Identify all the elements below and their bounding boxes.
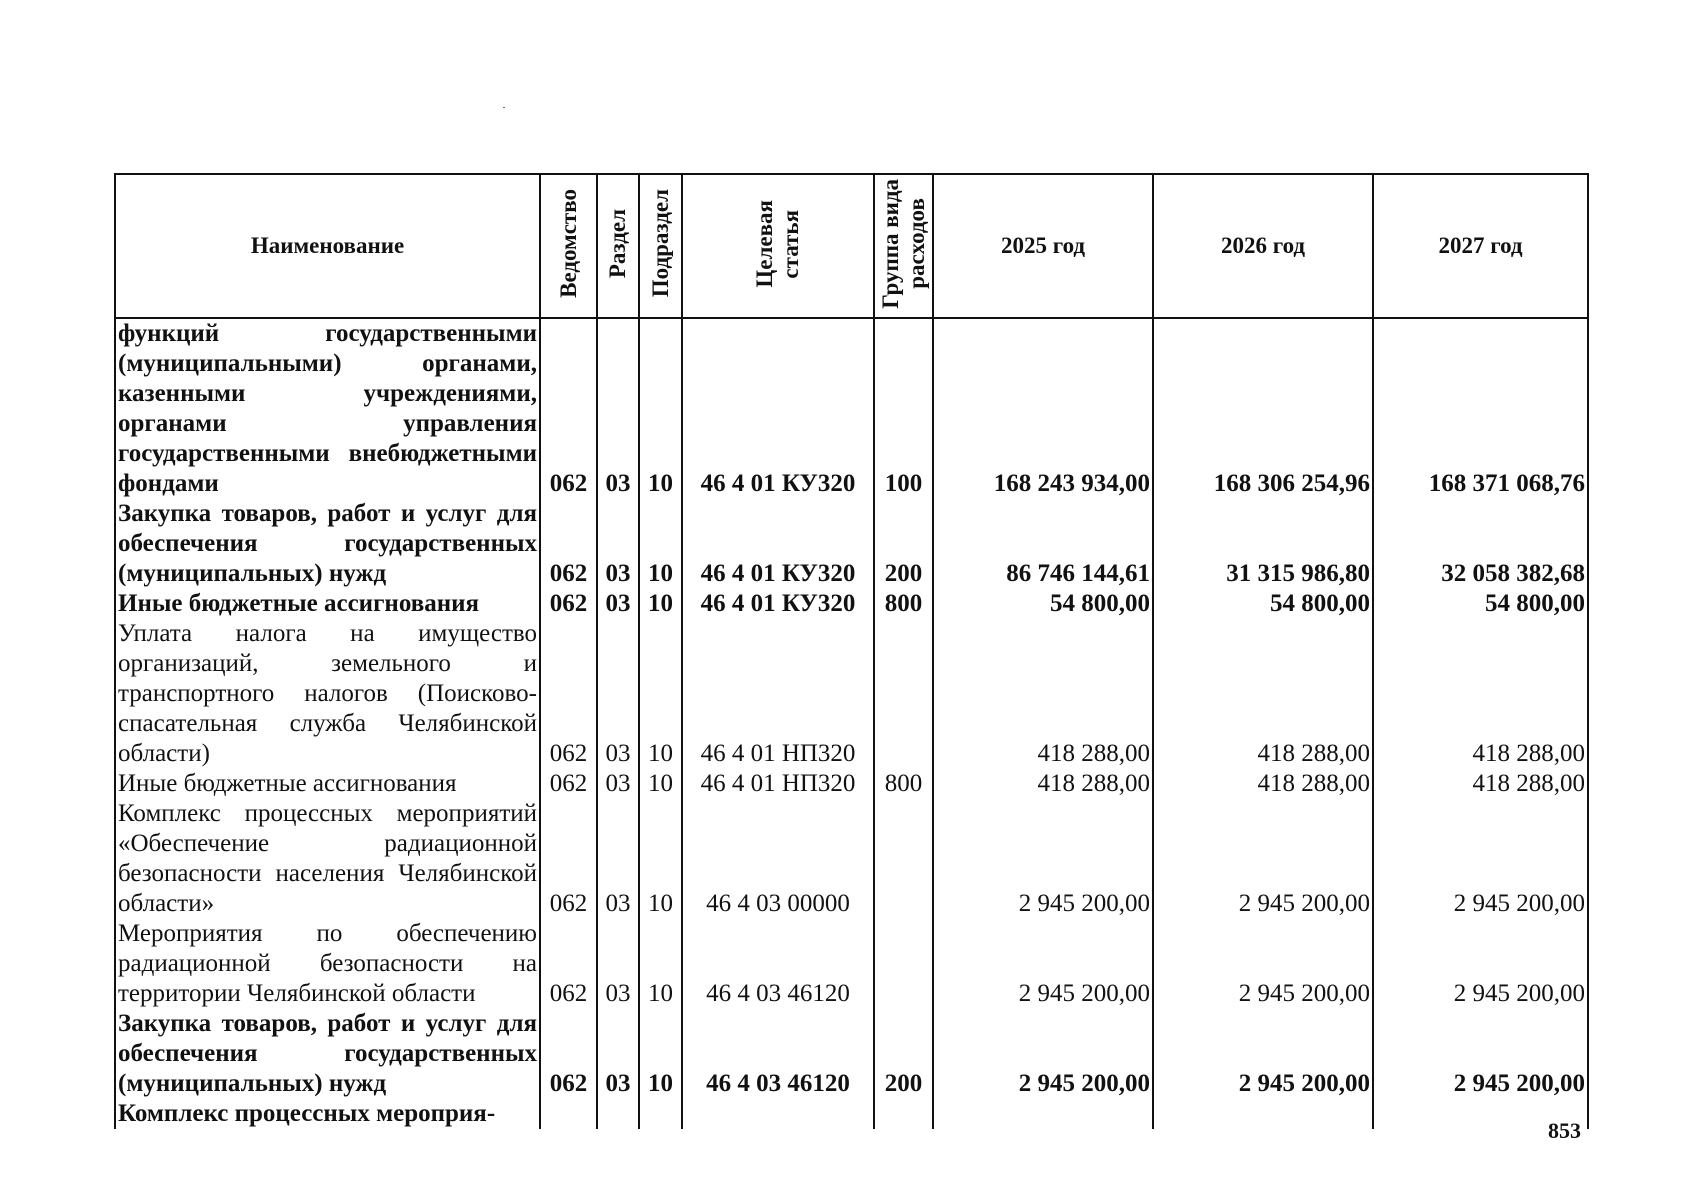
row-2027: 418 288,00 xyxy=(1373,769,1588,799)
row-2026: 31 315 986,80 xyxy=(1153,499,1373,589)
row-2025: 86 746 144,61 xyxy=(933,499,1153,589)
budget-table xyxy=(114,173,1589,1129)
row-2027: 2 945 200,00 xyxy=(1373,919,1588,1009)
row-celevaya: 46 4 03 46120 xyxy=(682,1009,874,1099)
header-2026: 2026 год xyxy=(1153,174,1373,318)
row-razdel: 03 xyxy=(597,1009,639,1099)
row-vedomstvo: 062 xyxy=(540,919,597,1009)
row-gruppa xyxy=(874,619,933,769)
row-celevaya: 46 4 01 КУ320 xyxy=(682,499,874,589)
row-podrazdel xyxy=(639,1099,682,1129)
header-razdel: Раздел xyxy=(597,174,639,318)
row-name: Мероприятия по обеспечению радиационной безопасности на территории Челябинской области xyxy=(115,919,540,1009)
row-2025: 2 945 200,00 xyxy=(933,799,1153,919)
row-gruppa xyxy=(874,799,933,919)
header-2025: 2025 год xyxy=(933,174,1153,318)
row-2027: 54 800,00 xyxy=(1373,589,1588,619)
row-vedomstvo: 062 xyxy=(540,1009,597,1099)
row-name: функций государственными (муниципальными) органами, казенными учреждениями, органами управления государственными внебюджетными фондами xyxy=(115,318,540,499)
table-row xyxy=(115,1099,1588,1129)
row-vedomstvo: 062 xyxy=(540,799,597,919)
row-2025: 418 288,00 xyxy=(933,619,1153,769)
row-2025: 54 800,00 xyxy=(933,589,1153,619)
row-celevaya: 46 4 03 46120 xyxy=(682,919,874,1009)
row-2026: 2 945 200,00 xyxy=(1153,799,1373,919)
row-2026: 2 945 200,00 xyxy=(1153,919,1373,1009)
row-vedomstvo: 062 xyxy=(540,619,597,769)
row-podrazdel: 10 xyxy=(639,919,682,1009)
row-name: Иные бюджетные ассигнования xyxy=(115,589,540,619)
row-razdel: 03 xyxy=(597,619,639,769)
row-2027: 32 058 382,68 xyxy=(1373,499,1588,589)
row-razdel: 03 xyxy=(597,769,639,799)
row-name: Комплекс процессных мероприятий «Обеспечение радиационной безопасности населения Челябинской области» xyxy=(115,799,540,919)
row-podrazdel: 10 xyxy=(639,589,682,619)
row-vedomstvo xyxy=(540,1099,597,1129)
row-name: Закупка товаров, работ и услуг для обеспечения государственных (муниципальных) нужд xyxy=(115,499,540,589)
table-row xyxy=(115,589,1588,619)
row-podrazdel: 10 xyxy=(639,499,682,589)
row-2025: 418 288,00 xyxy=(933,769,1153,799)
header-name: Наименование xyxy=(115,174,540,318)
row-gruppa: 100 xyxy=(874,318,933,499)
row-name: Закупка товаров, работ и услуг для обеспечения государственных (муниципальных) нужд xyxy=(115,1009,540,1099)
row-2027: 2 945 200,00 xyxy=(1373,1009,1588,1099)
table-row xyxy=(115,799,1588,919)
row-razdel: 03 xyxy=(597,589,639,619)
table-row xyxy=(115,1009,1588,1099)
row-2025: 2 945 200,00 xyxy=(933,919,1153,1009)
table-row xyxy=(115,499,1588,589)
row-2027: 418 288,00 xyxy=(1373,619,1588,769)
row-2026: 168 306 254,96 xyxy=(1153,318,1373,499)
row-name: Уплата налога на имущество организаций, земельного и транспортного налогов (Поисково-спасательная служба Челябинской области) xyxy=(115,619,540,769)
header-2027: 2027 год xyxy=(1373,174,1588,318)
table-row xyxy=(115,318,1588,499)
row-gruppa xyxy=(874,1099,933,1129)
row-2027: 168 371 068,76 xyxy=(1373,318,1588,499)
row-2025: 168 243 934,00 xyxy=(933,318,1153,499)
row-celevaya: 46 4 01 КУ320 xyxy=(682,589,874,619)
row-razdel: 03 xyxy=(597,318,639,499)
row-gruppa xyxy=(874,919,933,1009)
row-2026: 2 945 200,00 xyxy=(1153,1009,1373,1099)
page-number: 853 xyxy=(1548,1118,1581,1143)
scan-speck xyxy=(503,107,505,108)
table-header-row xyxy=(115,174,1588,318)
row-podrazdel: 10 xyxy=(639,619,682,769)
row-2026: 418 288,00 xyxy=(1153,769,1373,799)
row-2026: 418 288,00 xyxy=(1153,619,1373,769)
row-vedomstvo: 062 xyxy=(540,499,597,589)
row-celevaya: 46 4 01 НП320 xyxy=(682,619,874,769)
table-row xyxy=(115,769,1588,799)
row-celevaya: 46 4 01 КУ320 xyxy=(682,318,874,499)
row-gruppa: 200 xyxy=(874,499,933,589)
row-celevaya: 46 4 03 00000 xyxy=(682,799,874,919)
row-podrazdel: 10 xyxy=(639,769,682,799)
header-vedomstvo: Ведомство xyxy=(540,174,597,318)
row-2027: 2 945 200,00 xyxy=(1373,799,1588,919)
row-vedomstvo: 062 xyxy=(540,318,597,499)
row-name: Комплекс процессных мероприя- xyxy=(115,1099,540,1129)
row-name: Иные бюджетные ассигнования xyxy=(115,769,540,799)
row-gruppa: 200 xyxy=(874,1009,933,1099)
row-razdel xyxy=(597,1099,639,1129)
row-razdel: 03 xyxy=(597,799,639,919)
row-2025 xyxy=(933,1099,1153,1129)
row-podrazdel: 10 xyxy=(639,318,682,499)
table-row xyxy=(115,619,1588,769)
row-celevaya: 46 4 01 НП320 xyxy=(682,769,874,799)
row-gruppa: 800 xyxy=(874,769,933,799)
row-celevaya xyxy=(682,1099,874,1129)
table-row xyxy=(115,919,1588,1009)
header-gruppa: Группа вида расходов xyxy=(874,174,933,318)
row-podrazdel: 10 xyxy=(639,799,682,919)
row-podrazdel: 10 xyxy=(639,1009,682,1099)
row-razdel: 03 xyxy=(597,919,639,1009)
row-vedomstvo: 062 xyxy=(540,769,597,799)
row-2026 xyxy=(1153,1099,1373,1129)
row-gruppa: 800 xyxy=(874,589,933,619)
row-vedomstvo: 062 xyxy=(540,589,597,619)
row-2026: 54 800,00 xyxy=(1153,589,1373,619)
header-podrazdel: Подраздел xyxy=(639,174,682,318)
row-razdel: 03 xyxy=(597,499,639,589)
row-2025: 2 945 200,00 xyxy=(933,1009,1153,1099)
header-celevaya: Целевая статья xyxy=(682,174,874,318)
